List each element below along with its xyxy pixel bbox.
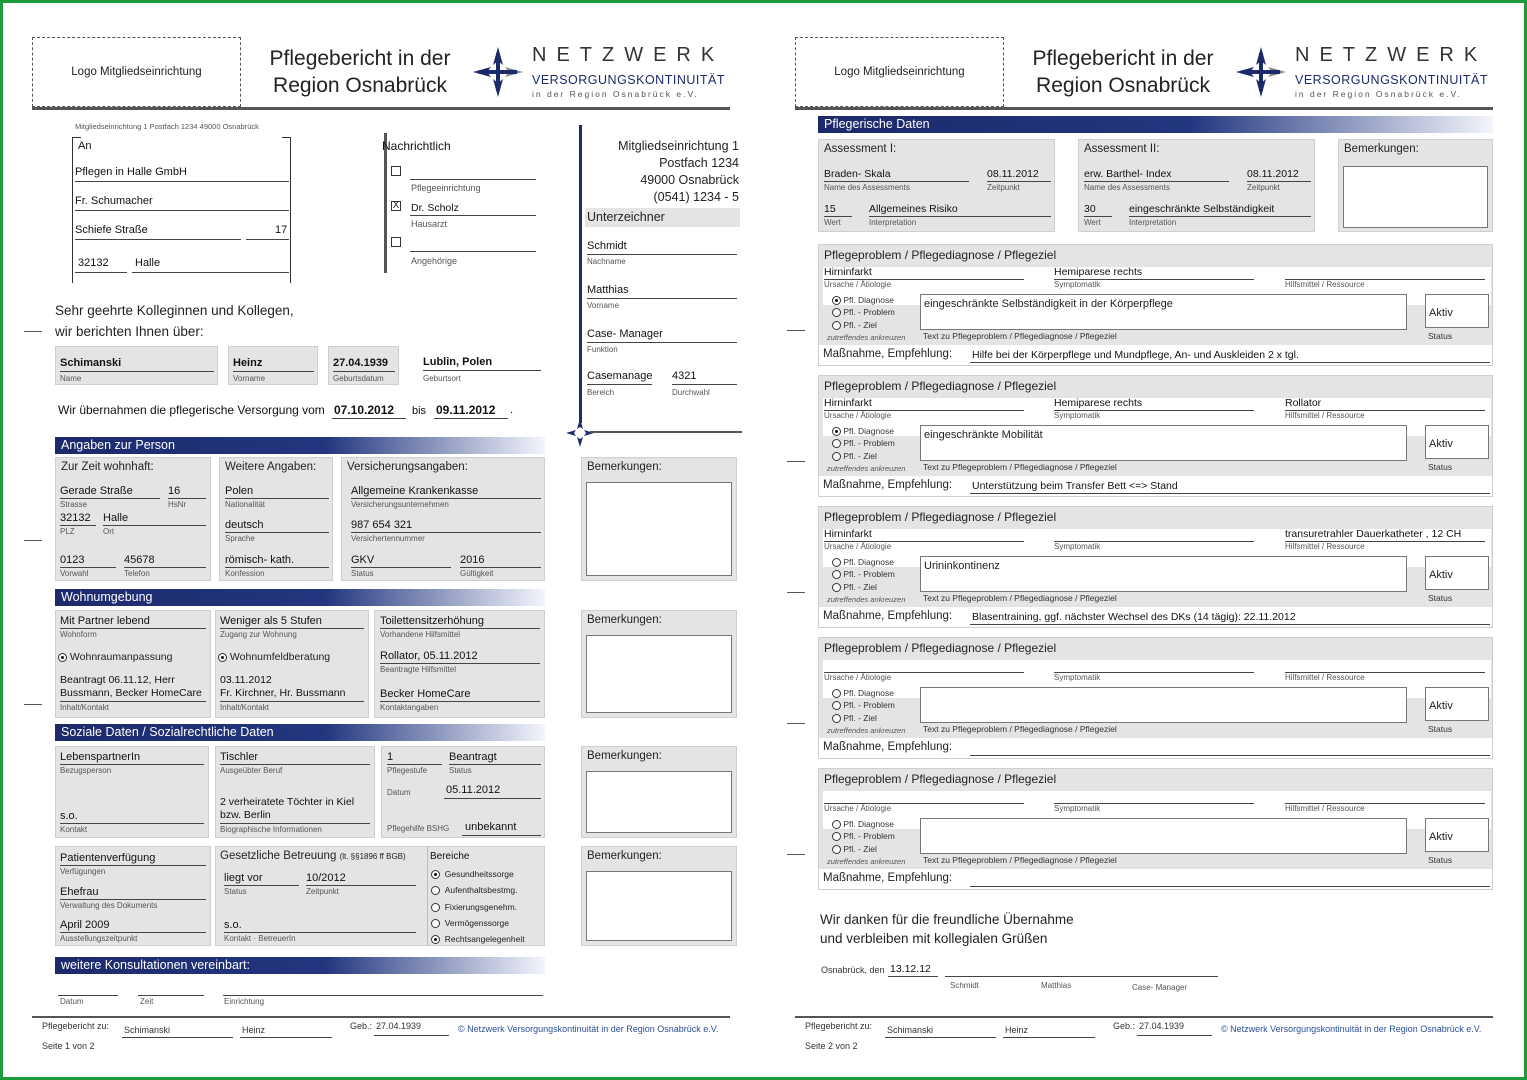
care-aid-bshg: unbekannt [465, 821, 517, 833]
remarks-box-2: Bemerkungen: [581, 610, 737, 718]
cc-pflegeeinrichtung-checkbox[interactable] [391, 166, 401, 176]
signer-department: Casemanage [587, 370, 653, 382]
assessment-remarks-field[interactable] [1343, 166, 1488, 228]
residence-heading: Zur Zeit wohnhaft: [61, 461, 154, 473]
living-form-box: Mit Partner lebend Wohnform Wohnraumanpassung Beantragt 06.11.12, Herr Bussmann, Becker HomeCare Inhalt/Kontakt [55, 610, 211, 718]
biography-1: 2 verheiratete Töchter in Kiel [220, 796, 355, 808]
guardianship-areas: Bereiche Gesundheitssorge Aufenthaltsbestmg. Fixierungsgenehm. Vermögenssorge Rechtsangelegenheit [427, 847, 545, 945]
consult-time-label: Zeit [140, 997, 154, 1006]
signer-department-label: Bereich [587, 388, 615, 397]
address-an: An [78, 140, 92, 152]
measure-label: Maßnahme, Empfehlung: [823, 610, 953, 622]
partner-contact: s.o. [60, 810, 78, 822]
biography-2: bzw. Berlin [220, 809, 271, 821]
logo-placeholder-2: Logo Mitgliedseinrichtung [795, 37, 1004, 107]
insurance-box: Versicherungsangaben: Allgemeine Krankenkasse Versicherungsunternehmen 987 654 321 Versichertennummer GKV 2016 Status Gültigkeit [341, 457, 545, 581]
care-from-date: 07.10.2012 [334, 403, 395, 417]
care-problem-block: Pflegeproblem / Pflegediagnose / Pflegeziel Hirninfarkt Hemiparese rechts Rollator Ursache / Ätiologie Symptomatik Hilfsmittel / Ressource Pfl. Diagnose Pfl. - Problem Pfl. - Ziel zutreffendes ankreuzen eingeschränkte Mobilität Text zu Pflegeproblem / Pflegediagnose / Pflegeziel Aktiv Status Maßnahme, Empfehlung: Unterstützung beim Transfer Bett <=> Stand [818, 375, 1493, 497]
care-problem-block: Pflegeproblem / Pflegediagnose / Pflegeziel Ursache / Ätiologie Symptomatik Hilfsmittel / Ressource Pfl. Diagnose Pfl. - Problem Pfl. - Ziel zutreffendes ankreuzen Text zu Pflegeproblem / Pflegediagnose / Pflegeziel Aktiv Status Maßnahme, Empfehlung: [818, 768, 1493, 890]
care-level-date: 05.11.2012 [446, 784, 501, 796]
problem-radio[interactable] [832, 701, 841, 710]
signature-firstname: Matthias [1041, 981, 1072, 990]
problem-text-field[interactable]: eingeschränkte Selbständigkeit in der Körperpflege [920, 294, 1407, 330]
aids-contact: Becker HomeCare [380, 688, 471, 700]
footer-copyright: © Netzwerk Versorgungskontinuität in der Region Osnabrück e.V. [458, 1024, 719, 1034]
directive-date: April 2009 [60, 919, 110, 931]
guardianship-box: Gesetzliche Betreuung (lt. §§1896 ff BGB) liegt vor 10/2012 Status Zeitpunkt s.o. Kontakt · BetreuerIn Bereiche Gesundheitssorge Aufenthaltsbestmg. Fixierungsgenehm. Vermögenssorge Rechtsangelegenheit [215, 846, 545, 946]
diagnosis-radio[interactable] [832, 558, 841, 567]
recipient-org: Pflegen in Halle GmbH [75, 166, 187, 178]
nachrichtlich-bar [384, 133, 387, 273]
cause-value: Hirninfarkt [824, 266, 872, 278]
problem-radio[interactable] [832, 832, 841, 841]
measure-value: Unterstützung beim Transfer Bett <=> Stand [972, 480, 1178, 492]
signer-function: Case- Manager [587, 328, 663, 340]
area-residence-radio[interactable] [431, 886, 440, 895]
care-problem-title: Pflegeproblem / Pflegediagnose / Pflegeziel [824, 379, 1057, 393]
language: deutsch [225, 519, 264, 531]
care-level-box: 1 Beantragt Pflegestufe Status Datum 05.11.2012 Pflegehilfe BSHG unbekannt [381, 746, 545, 838]
problem-status-field[interactable]: Aktiv [1425, 687, 1489, 721]
unterzeichner-header: Unterzeichner [585, 208, 740, 227]
closing-text: Wir danken für die freundliche Übernahme und verbleiben mit kollegialen Grüßen [820, 912, 1074, 946]
remarks-box-3: Bemerkungen: [581, 746, 737, 838]
patient-firstname-label: Vorname [233, 374, 266, 383]
care-period-end: . [510, 404, 514, 416]
fold-mark [787, 592, 805, 593]
problem-text-field[interactable]: eingeschränkte Mobilität [920, 425, 1407, 461]
area-assets-radio[interactable] [431, 919, 440, 928]
residence-areacode: 0123 [60, 554, 85, 566]
insurance-status: GKV [351, 554, 375, 566]
network-region: in der Region Osnabrück e.V. [532, 89, 699, 99]
assessment-1-interpretation: Allgemeines Risiko [869, 203, 958, 215]
footer-firstname: Heinz [242, 1025, 266, 1035]
diagnosis-radio[interactable] [832, 820, 841, 829]
network-name: NETZWERK [532, 44, 725, 66]
symptom-value: Hemiparese rechts [1054, 266, 1143, 278]
guardian-contact: s.o. [224, 919, 242, 931]
assessment-1-heading: Assessment I: [824, 143, 897, 155]
diagnosis-radio[interactable] [832, 296, 841, 305]
remarks-box-4: Bemerkungen: [581, 846, 737, 946]
guardianship-status: liegt vor [224, 872, 263, 884]
patient-birthdate-label: Geburtsdatum [333, 374, 384, 383]
care-bis-label: bis [412, 405, 427, 417]
network-logo-icon-2 [1234, 45, 1288, 99]
care-period-text: Wir übernahmen die pflegerische Versorgung vom [58, 403, 325, 417]
cc-pflege-label: Pflegeeinrichtung [411, 183, 481, 193]
fold-mark [787, 723, 805, 724]
care-to-date: 09.11.2012 [436, 403, 496, 417]
assessment-1-name: Braden- Skala [824, 168, 891, 180]
consult-date-label: Datum [60, 997, 84, 1006]
goal-radio[interactable] [832, 452, 841, 461]
problem-radio[interactable] [832, 570, 841, 579]
remarks-heading: Bemerkungen: [587, 461, 662, 473]
closing-place: Osnabrück, den [821, 965, 885, 975]
assessment-2-value: 30 [1084, 203, 1096, 215]
measure-label: Maßnahme, Empfehlung: [823, 741, 953, 753]
residence-street: Gerade Straße [60, 485, 133, 497]
patient-birthplace-label: Geburtsort [423, 374, 461, 383]
signer-firstname: Matthias [587, 284, 629, 296]
partner: LebenspartnerIn [60, 751, 141, 763]
cc-angehoerige-label: Angehörige [411, 256, 458, 266]
aid-value: Rollator [1285, 397, 1322, 409]
page-number: Seite 1 von 2 [42, 1041, 95, 1051]
care-problem-title: Pflegeproblem / Pflegediagnose / Pflegeziel [824, 248, 1057, 262]
assessment-1-date: 08.11.2012 [987, 168, 1039, 180]
living-form: Mit Partner lebend [60, 615, 150, 627]
residence-box: Zur Zeit wohnhaft: Gerade Straße 16 Strasse HsNr 32132 Halle PLZ Ort 0123 45678 Vorwahl Telefon [55, 457, 211, 581]
footer-name: Schimanski [124, 1025, 171, 1035]
care-problem-block: Pflegeproblem / Pflegediagnose / Pflegeziel Hirninfarkt Hemiparese rechts Ursache / Ätiologie Symptomatik Hilfsmittel / Ressource Pfl. Diagnose Pfl. - Problem Pfl. - Ziel zutreffendes ankreuzen eingeschränkte Selbständigkeit in der Körperpflege Text zu Pflegeproblem / Pflegediagnose / Pflegeziel Aktiv Status Maßnahme, Empfehlung: Hilfe bei der Körperpflege und Mundpflege, An- und Auskleiden 2 x tgl. [818, 244, 1493, 366]
measure-value: Hilfe bei der Körperpflege und Mundpflege, An- und Auskleiden 2 x tgl. [972, 349, 1299, 361]
guardianship-date: 10/2012 [306, 872, 346, 884]
patient-name: Schimanski [60, 357, 122, 369]
care-problem-title: Pflegeproblem / Pflegediagnose / Pflegeziel [824, 510, 1057, 524]
area-fixation-radio[interactable] [431, 903, 440, 912]
assessment-1-value: 15 [824, 203, 836, 215]
header-divider [32, 107, 730, 110]
section-living: Wohnumgebung [55, 589, 545, 606]
cc-hausarzt-name: Dr. Scholz [411, 202, 459, 214]
partner-box: LebenspartnerIn Bezugsperson s.o. Kontakt [55, 746, 209, 838]
footer-firstname-2: Heinz [1005, 1025, 1029, 1035]
residence-housenr: 16 [168, 485, 181, 497]
area-health-radio[interactable] [431, 870, 440, 879]
remarks-field-4[interactable] [586, 871, 732, 941]
problem-status-field[interactable]: Aktiv [1425, 294, 1489, 328]
greeting: Sehr geehrte Kolleginnen und Kollegen, wir berichten Ihnen über: [55, 303, 294, 339]
additional-info-box: Weitere Angaben: Polen Nationalität deutsch Sprache römisch- kath. Konfession [219, 457, 333, 581]
care-level-status: Beantragt [449, 751, 497, 763]
sender-line: Mitgliedseinrichtung 1 Postfach 1234 49000 Osnabrück [75, 122, 259, 131]
residence-city: Halle [103, 512, 129, 524]
nachrichtlich-label: Nachrichtlich [382, 139, 451, 153]
fold-mark [787, 330, 805, 331]
recipient-zip: 32132 [78, 257, 109, 269]
assessment-2-interpretation: eingeschränkte Selbständigkeit [1129, 203, 1275, 215]
assessment-1-box: Assessment I: Braden- Skala 08.11.2012 Name des Assessments Zeitpunkt 15 Allgemeines Risiko Wert Interpretation [818, 139, 1055, 232]
header-divider-2 [795, 107, 1493, 110]
patient-name-label: Name [60, 374, 82, 383]
insurance-company: Allgemeine Krankenkasse [351, 485, 479, 497]
cc-hausarzt-label: Hausarzt [411, 219, 448, 229]
symptom-value: Hemiparese rechts [1054, 397, 1143, 409]
nationality: Polen [225, 485, 254, 497]
signer-lastname: Schmidt [587, 240, 627, 252]
cc-hausarzt-checkbox[interactable]: X [392, 200, 400, 211]
care-problem-block: Pflegeproblem / Pflegediagnose / Pflegeziel Hirninfarkt transuretrahler Dauerkatheter , 12 CH Ursache / Ätiologie Symptomatik Hilfsmittel / Ressource Pfl. Diagnose Pfl. - Problem Pfl. - Ziel zutreffendes ankreuzen Urininkontinenz Text zu Pflegeproblem / Pflegediagnose / Pflegeziel Aktiv Status Maßnahme, Empfehlung: Blasentraining, ggf. nächster Wechsel des DKs (14 tägig): 22.11.2012 [818, 506, 1493, 628]
network-name-2: NETZWERK [1295, 44, 1488, 66]
wohnraumanpassung-radio[interactable] [58, 653, 67, 662]
care-problem-title: Pflegeproblem / Pflegediagnose / Pflegeziel [824, 641, 1057, 655]
assessment-remarks-box: Bemerkungen: [1338, 139, 1493, 232]
insurance-number: 987 654 321 [351, 519, 413, 531]
footer-name-2: Schimanski [887, 1025, 934, 1035]
measure-label: Maßnahme, Empfehlung: [823, 479, 953, 491]
cross-line [590, 431, 742, 433]
care-problem-title: Pflegeproblem / Pflegediagnose / Pflegeziel [824, 772, 1057, 786]
additional-heading: Weitere Angaben: [225, 461, 317, 473]
remarks-box-1 [581, 457, 737, 581]
assessment-2-name: erw. Barthel- Index [1084, 168, 1172, 180]
signature-name: Schmidt [950, 981, 979, 990]
network-cross-icon [565, 418, 595, 448]
existing-aids: Toilettensitzerhöhung [380, 615, 484, 627]
assessment-2-box: Assessment II: erw. Barthel- Index 08.11.2012 Name des Assessments Zeitpunkt 30 eingeschränkte Selbständigkeit Wert Interpretation [1078, 139, 1315, 232]
residence-zip: 32132 [60, 512, 91, 524]
patient-name-box [55, 346, 218, 385]
aid-value: transuretrahler Dauerkatheter , 12 CH [1285, 528, 1462, 540]
fold-mark [787, 854, 805, 855]
religion: römisch- kath. [225, 554, 295, 566]
recipient-street: Schiefe Straße [75, 224, 148, 236]
wohnumfeldberatung-radio[interactable] [218, 653, 227, 662]
problem-status-field[interactable]: Aktiv [1425, 556, 1489, 590]
signer-firstname-label: Vorname [587, 301, 620, 310]
diagnosis-radio[interactable] [832, 427, 841, 436]
footer-birthdate-2: 27.04.1939 [1139, 1021, 1185, 1031]
care-problem-block: Pflegeproblem / Pflegediagnose / Pflegeziel Ursache / Ätiologie Symptomatik Hilfsmittel / Ressource Pfl. Diagnose Pfl. - Problem Pfl. - Ziel zutreffendes ankreuzen Text zu Pflegeproblem / Pflegediagnose / Pflegeziel Aktiv Status Maßnahme, Empfehlung: [818, 637, 1493, 759]
problem-text-field[interactable]: Urininkontinenz [920, 556, 1407, 592]
section-consultations: weitere Konsultationen vereinbart: [55, 957, 545, 974]
patient-birthplace: Lublin, Polen [423, 356, 493, 368]
footer-divider-2 [795, 1016, 1493, 1018]
patient-birthdate-box [328, 346, 399, 385]
insurance-validity: 2016 [460, 554, 485, 566]
problem-text-field[interactable] [920, 818, 1407, 854]
network-logo-icon [471, 45, 525, 99]
patient-birthdate: 27.04.1939 [333, 357, 389, 369]
goal-radio[interactable] [832, 845, 841, 854]
requested-aids: Rollator, 05.11.2012 [380, 650, 478, 662]
recipient-house-number: 17 [275, 224, 288, 236]
goal-radio[interactable] [832, 583, 841, 592]
recipient-city: Halle [135, 257, 161, 269]
signer-extension-label: Durchwahl [672, 388, 710, 397]
patient-firstname: Heinz [233, 357, 263, 369]
network-subtitle-2: VERSORGUNGSKONTINUITÄT [1295, 73, 1488, 87]
patient-firstname-box [228, 346, 318, 385]
recipient-person: Fr. Schumacher [75, 195, 153, 207]
page-title: Pflegebericht in der Region Osnabrück [269, 47, 451, 97]
footer-birthdate: 27.04.1939 [376, 1021, 422, 1031]
directive: Patientenverfügung [60, 852, 156, 864]
problem-text-field[interactable] [920, 687, 1407, 723]
remarks-field-1[interactable] [586, 482, 732, 576]
aids-box: Toilettensitzerhöhung Vorhandene Hilfsmittel Rollator, 05.11.2012 Beantragte Hilfsmittel Becker HomeCare Kontaktangaben [374, 610, 545, 718]
measure-label: Maßnahme, Empfehlung: [823, 348, 953, 360]
residence-phone: 45678 [124, 554, 155, 566]
footer-label: Pflegebericht zu: [42, 1021, 110, 1031]
footer-copyright-2: © Netzwerk Versorgungskontinuität in der Region Osnabrück e.V. [1221, 1024, 1482, 1034]
access: Weniger als 5 Stufen [220, 615, 322, 627]
footer-divider [32, 1016, 730, 1018]
page-title-2: Pflegebericht in der Region Osnabrück [1032, 47, 1214, 97]
signer-function-label: Funktion [587, 345, 618, 354]
job-box: Tischler Ausgeübter Beruf 2 verheiratete Töchter in Kiel bzw. Berlin Biographische Informationen [215, 746, 375, 838]
directive-box: Patientenverfügung Verfügungen Ehefrau Verwaltung des Dokuments April 2009 Ausstellungszeitpunkt [55, 846, 211, 946]
area-legal-radio[interactable] [431, 935, 440, 944]
cause-value: Hirninfarkt [824, 397, 872, 409]
section-social: Soziale Daten / Sozialrechtliche Daten [55, 724, 545, 741]
signer-extension: 4321 [672, 370, 697, 382]
consult-institution-label: Einrichtung [224, 997, 265, 1006]
problem-radio[interactable] [832, 308, 841, 317]
goal-radio[interactable] [832, 714, 841, 723]
assessment-2-heading: Assessment II: [1084, 143, 1160, 155]
network-region-2: in der Region Osnabrück e.V. [1295, 89, 1462, 99]
diagnosis-radio[interactable] [832, 689, 841, 698]
directive-holder: Ehefrau [60, 886, 99, 898]
problem-status-field[interactable]: Aktiv [1425, 425, 1489, 459]
job: Tischler [220, 751, 259, 763]
goal-radio[interactable] [832, 321, 841, 330]
sender-institution: Mitgliedseinrichtung 1 Postfach 1234 49000 Osnabrück (0541) 1234 - 5 [618, 139, 739, 204]
care-level: 1 [387, 751, 394, 763]
fold-mark [787, 461, 805, 462]
section-care-data: Pflegerische Daten [818, 116, 1493, 133]
measure-value: Blasentraining, ggf. nächster Wechsel des DKs (14 tägig): 22.11.2012 [972, 611, 1296, 623]
remarks-field-3[interactable] [586, 771, 732, 833]
measure-label: Maßnahme, Empfehlung: [823, 872, 953, 884]
assessment-2-date: 08.11.2012 [1247, 168, 1299, 180]
cause-value: Hirninfarkt [824, 528, 872, 540]
page-number-2: Seite 2 von 2 [805, 1041, 858, 1051]
cc-angehoerige-checkbox[interactable] [391, 237, 401, 247]
access-box: Weniger als 5 Stufen Zugang zur Wohnung Wohnumfeldberatung 03.11.2012 Fr. Kirchner, Hr. Bussmann Inhalt/Kontakt [215, 610, 369, 718]
network-subtitle: VERSORGUNGSKONTINUITÄT [532, 73, 725, 87]
insurance-heading: Versicherungsangaben: [347, 461, 468, 473]
remarks-field-2[interactable] [586, 635, 732, 713]
logo-placeholder: Logo Mitgliedseinrichtung [32, 37, 241, 107]
section-person: Angaben zur Person [55, 437, 545, 454]
closing-date: 13.12.12 [890, 963, 931, 975]
signer-lastname-label: Nachname [587, 257, 626, 266]
problem-status-field[interactable]: Aktiv [1425, 818, 1489, 852]
signature-function: Case- Manager [1132, 983, 1188, 992]
problem-radio[interactable] [832, 439, 841, 448]
